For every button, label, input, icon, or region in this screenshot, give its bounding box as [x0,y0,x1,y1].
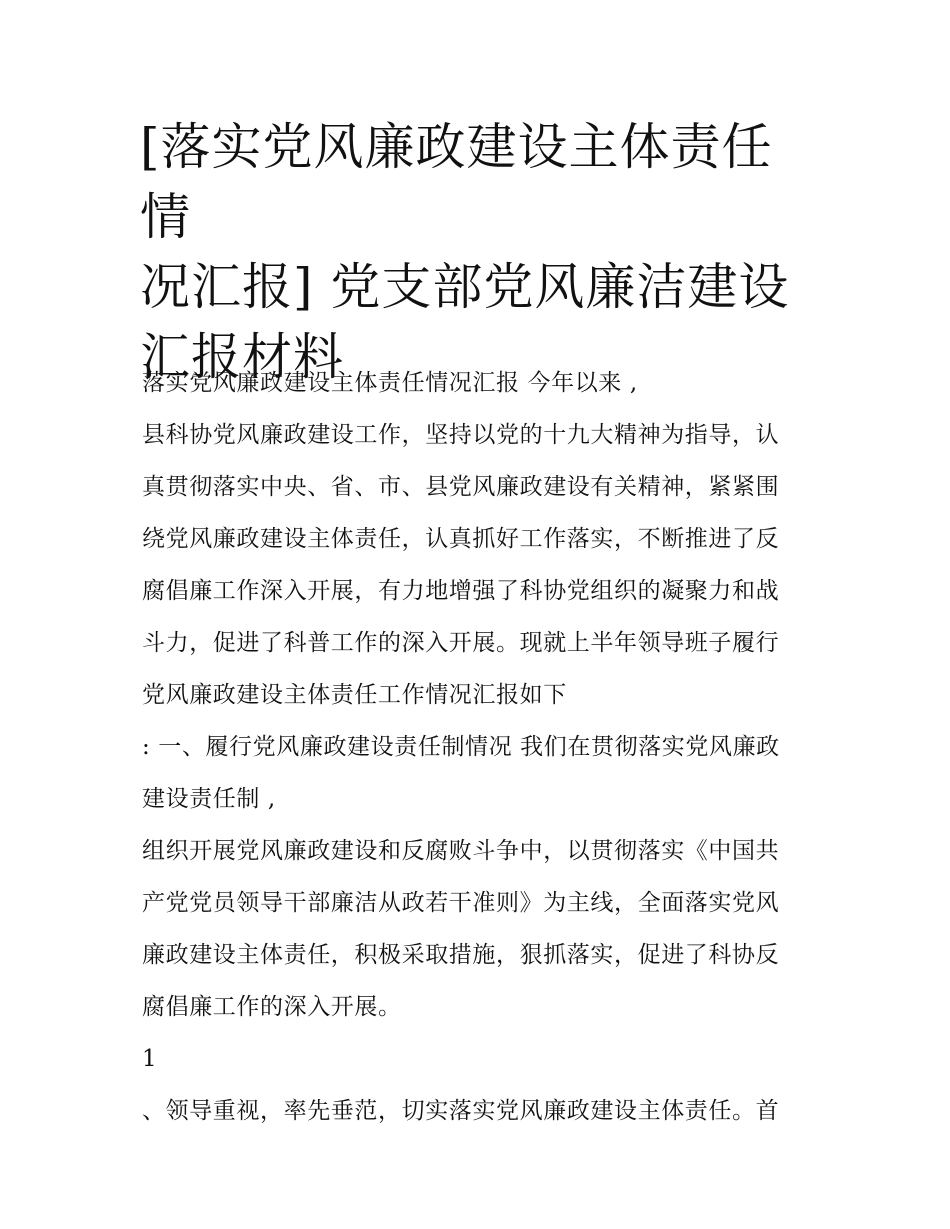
body-line: : 一、履行党风廉政建设责任制情况 我们在贯彻落实党风廉政 [142,734,780,760]
body-line: 斗力，促进了科普工作的深入开展。现就上半年领导班子履行 [142,630,780,656]
body-line: 绕党风廉政建设主体责任，认真抓好工作落实，不断推进了反 [142,526,780,552]
title-line: 汇报材料 [140,328,344,386]
body-line: 党风廉政建设主体责任工作情况汇报如下 [142,682,567,708]
body-line: 、领导重视，率先垂范，切实落实党风廉政建设主体责任。首 [142,1098,780,1124]
body-line: 县科协党风廉政建设工作，坚持以党的十九大精神为指导，认 [142,422,780,448]
document-title [140,112,820,392]
title-line: [落实党风廉政建设主体责任情 [140,118,773,246]
body-line: 产党党员领导干部廉洁从政若干准则》为主线，全面落实党风 [142,890,780,916]
page-number-marker: 1 [142,1046,158,1072]
body-line: 组织开展党风廉政建设和反腐败斗争中，以贯彻落实《中国共 [142,838,780,864]
body-line: 廉政建设主体责任，积极采取措施，狠抓落实，促进了科协反 [142,942,780,968]
body-line: 落实党风廉政建设主体责任情况汇报 今年以来 , [142,370,638,396]
document-body [142,357,814,1137]
title-line: 况汇报] 党支部党风廉洁建设 [140,258,790,316]
body-line: 真贯彻落实中央、省、市、县党风廉政建设有关精神，紧紧围 [142,474,780,500]
body-line: 建设责任制 , [142,786,276,812]
body-line: 腐倡廉工作深入开展，有力地增强了科协党组织的凝聚力和战 [142,578,780,604]
body-line: 腐倡廉工作的深入开展。 [142,994,402,1020]
